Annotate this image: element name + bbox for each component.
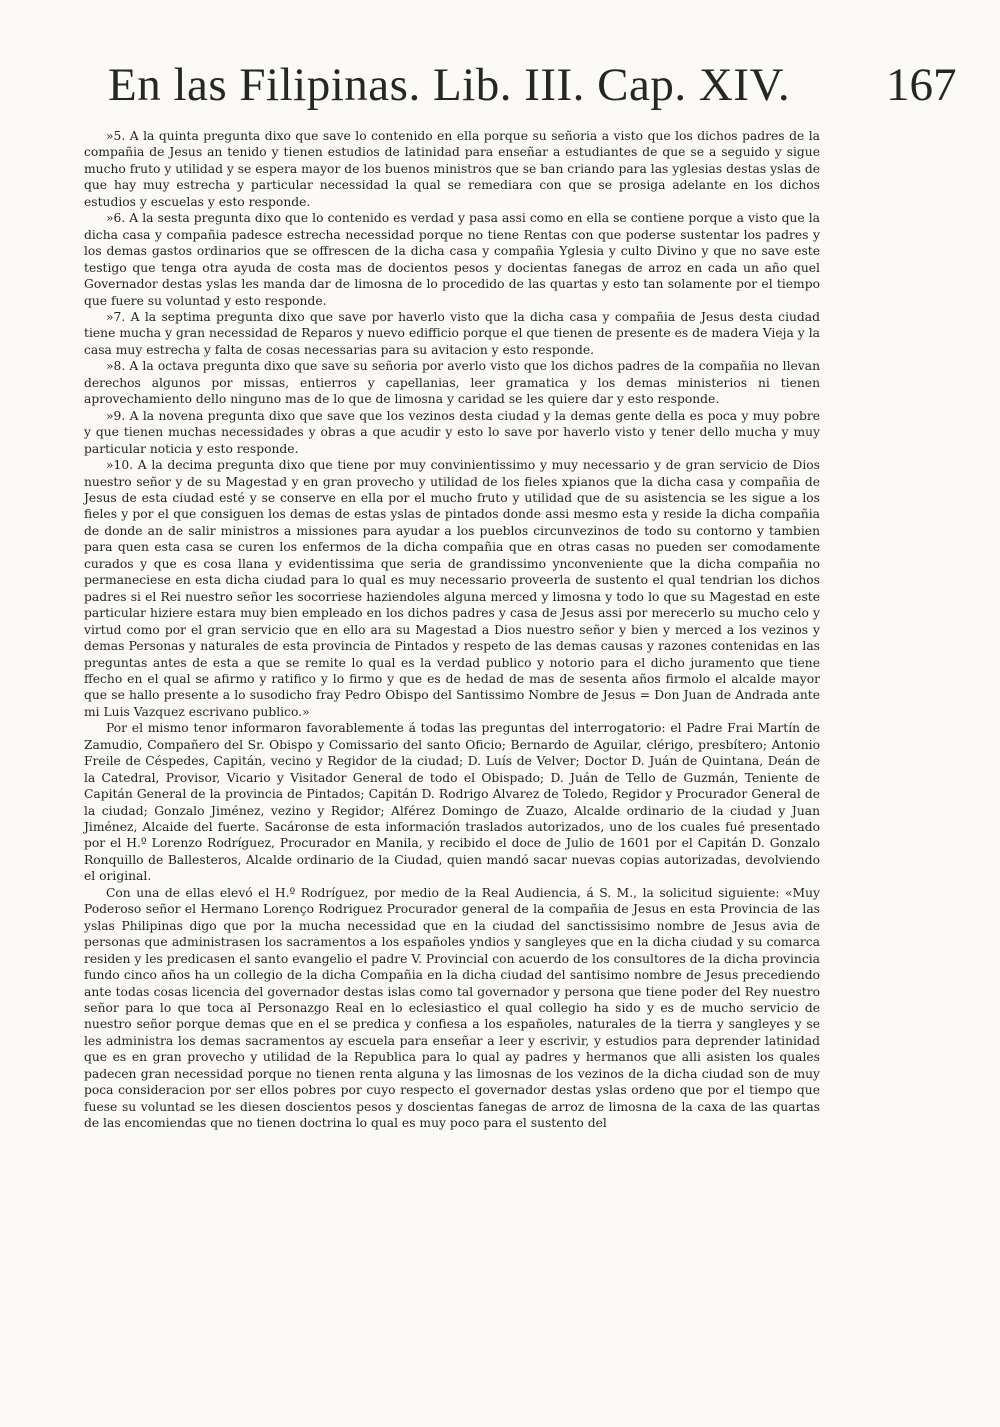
paragraph-petition: Con una de ellas elevó el H.º Rodríguez, por medio de la Real Audiencia, á S. M., la solicitud siguiente: «Muy Poderoso señor el Hermano Lorenço Rodriguez Procurador general de la compañia de Jesus en esta Provincia de las yslas Philipinas digo que por la mucha necessidad que en la ciudad del sanctissisimo nombre de Jesus avia de personas que administrasen los sacramentos a los españoles yndios y sangleyes que en la dicha ciudad y su comarca residen y les predicasen el santo evangelio el padre V. Provincial con acuerdo de los consultores de la dicha provincia fundo cinco años ha un collegio de la dicha Compañia en la dicha ciudad del santisimo nombre de Jesus precediendo ante todas cosas licencia del governador destas islas como tal governador y persona que tiene poder del Rey nuestro señor para lo que toca al Personazgo Real en lo eclesiastico el qual collegio ha sido y es de mucho servicio de nuestro señor porque demas que en el se predica y confiesa a los españoles, naturales de la tierra y sangleyes y se les administra los demas sacramentos ay escuela para enseñar a leer y escrivir, y estudios para deprender latinidad que es en gran provecho y utilidad de la Republica para lo qual ay padres y hermanos que alli asisten los quales padecen gran necessidad porque no tienen renta alguna y las limosnas de los vezinos de la dicha ciudad son de muy poca consideracion por ser ellos pobres por cuyo respecto el governador destas yslas ordeno que por el tiempo que fuese su voluntad se les diesen doscientos pesos y doscientas fanegas de arroz de limosna de la caxa de las quartas de las encomiendas que no tienen doctrina lo qual es muy poco para el sustento del xyxy=(84,885,820,1131)
paragraph-question-6: »6. A la sesta pregunta dixo que lo contenido es verdad y pasa assi como en ella se contiene porque a visto que la dicha casa y compañia padesce estrecha necessidad porque no tiene Rentas con que poderse sustentar los padres y los demas gastos ordinarios que se offrescen de la dicha casa y compañia Yglesia y culto Divino y que no save este testigo que tenga otra ayuda de costa mas de docientos pesos y docientas fanegas de arroz en cada un año quel Governador destas yslas les manda dar de limosna de lo procedido de las quartas y esto tan solamente por el tiempo que fuere su voluntad y esto responde. xyxy=(84,211,820,308)
running-head xyxy=(84,52,957,114)
page-title: En las Filipinas. Lib. III. Cap. XIV. xyxy=(108,59,791,111)
paragraph-question-5: »5. A la quinta pregunta dixo que save lo contenido en ella porque su señoria a visto que los dichos padres de la compañia de Jesus an tenido y tienen estudios de latinidad para enseñar a estudiantes de que se a seguido y sigue mucho fruto y utilidad y se espera mayor de los buenos ministros que se ban criando para las yglesias destas yslas de que hay muy estrecha y particular necessidad la qual se remediara con que se prosiga adelante en los dichos estudios y escuelas y esto responde. xyxy=(84,129,820,209)
paragraph-question-9: »9. A la novena pregunta dixo que save que los vezinos desta ciudad y la demas gente della es poca y muy pobre y que tienen muchas necessidades y obras a que acudir y esto lo save por haverlo visto y tener dello mucha y muy particular noticia y esto responde. xyxy=(84,408,820,456)
paragraph-question-7: »7. A la septima pregunta dixo que save por haverlo visto que la dicha casa y compañia de Jesus desta ciudad tiene mucha y gran necessidad de Reparos y nuevo edifficio porque el que tienen de presente es de madera Vieja y la casa muy estrecha y falta de cosas necessarias para su avitacion y esto responde. xyxy=(84,309,820,357)
page-number: 167 xyxy=(886,59,957,111)
paragraph-question-8: »8. A la octava pregunta dixo que save su señoria por averlo visto que los dichos padres de la compañia no llevan derechos algunos por missas, entierros y capellanias, leer gramatica y los demas ministerios ni tienen aprovechamiento dello ninguno mas de lo que de limosna y caridad se les quiere dar y esto responde. xyxy=(84,359,820,407)
paragraph-witnesses: Por el mismo tenor informaron favorablemente á todas las preguntas del interrogatorio: el Padre Frai Martín de Zamudio, Compañero del Sr. Obispo y Comissario del santo Oficio; Bernardo de Aguilar, clérigo, presbítero; Antonio Freile de Céspedes, Capitán, vecino y Regidor de la ciudad; D. Luís de Velver; Doctor D. Juán de Quintana, Deán de la Catedral, Provisor, Vicario y Visitador General de todo el Obispado; D. Juán de Tello de Guzmán, Teniente de Capitán General de la provincia de Pintados; Capitán D. Rodrigo Alvarez de Toledo, Regidor y Procurador General de la ciudad; Gonzalo Jiménez, vezino y Regidor; Alférez Domingo de Zuazo, Alcalde ordinario de la ciudad y Juan Jiménez, Alcaide del fuerte. Sacáronse de esta información traslados autorizados, uno de los cuales fué presentado por el H.º Lorenzo Rodríguez, Procurador en Manila, y recibido el doce de Julio de 1601 por el Capitán D. Gonzalo Ronquillo de Ballesteros, Alcalde ordinario de la Ciudad, quien mandó sacar nuevas copias autorizadas, devolviendo el original. xyxy=(84,721,820,884)
paragraph-question-10: »10. A la decima pregunta dixo que tiene por muy convinientissimo y muy necessario y de gran servicio de Dios nuestro señor y de su Magestad y en gran provecho y utilidad de los fieles xpianos que la dicha casa y compañia de Jesus de esta ciudad esté y se conserve en ella por el mucho fruto y utilidad que de su asistencia se les sigue a los fieles y por el que consiguen los demas de estas yslas de pintados donde assi mesmo esta y reside la dicha compañia de donde an de salir ministros a missiones para ayudar a los pueblos circunvezinos de todo su contorno y tambien para quen esta casa se curen los enfermos de la dicha compañia que en otras casas no pueden ser comodamente curados y que es cosa llana y evidentissima que seria de grandissimo ynconveniente que la dicha compañia no permaneciese en esta dicha ciudad para lo qual es muy necessario proveerla de sustento el qual tendrian los dichos padres si el Rei nuestro señor les socorriese haziendoles alguna merced y limosna y todo lo que su Magestad en este particular hiziere estara muy bien empleado en los dichos padres y casa de Jesus assi por merecerlo su mucho celo y virtud como por el gran servicio que en ello ara su Magestad a Dios nuestro señor y bien y merced a los vezinos y demas Personas y naturales de esta provincia de Pintados y respeto de las demas causas y razones contenidas en las preguntas antes de esta a que se remite lo qual es la verdad publico y notorio para el dicho juramento que tiene ffecho en el qual se afirmo y ratifico y lo firmo y que es de hedad de mas de sesenta años firmolo el alcalde mayor que se hallo presente a lo susodicho fray Pedro Obispo del Santissimo Nombre de Jesus = Don Juan de Andrada ante mi Luis Vazquez escrivano publico.» xyxy=(84,458,820,719)
page-body xyxy=(84,128,820,1132)
